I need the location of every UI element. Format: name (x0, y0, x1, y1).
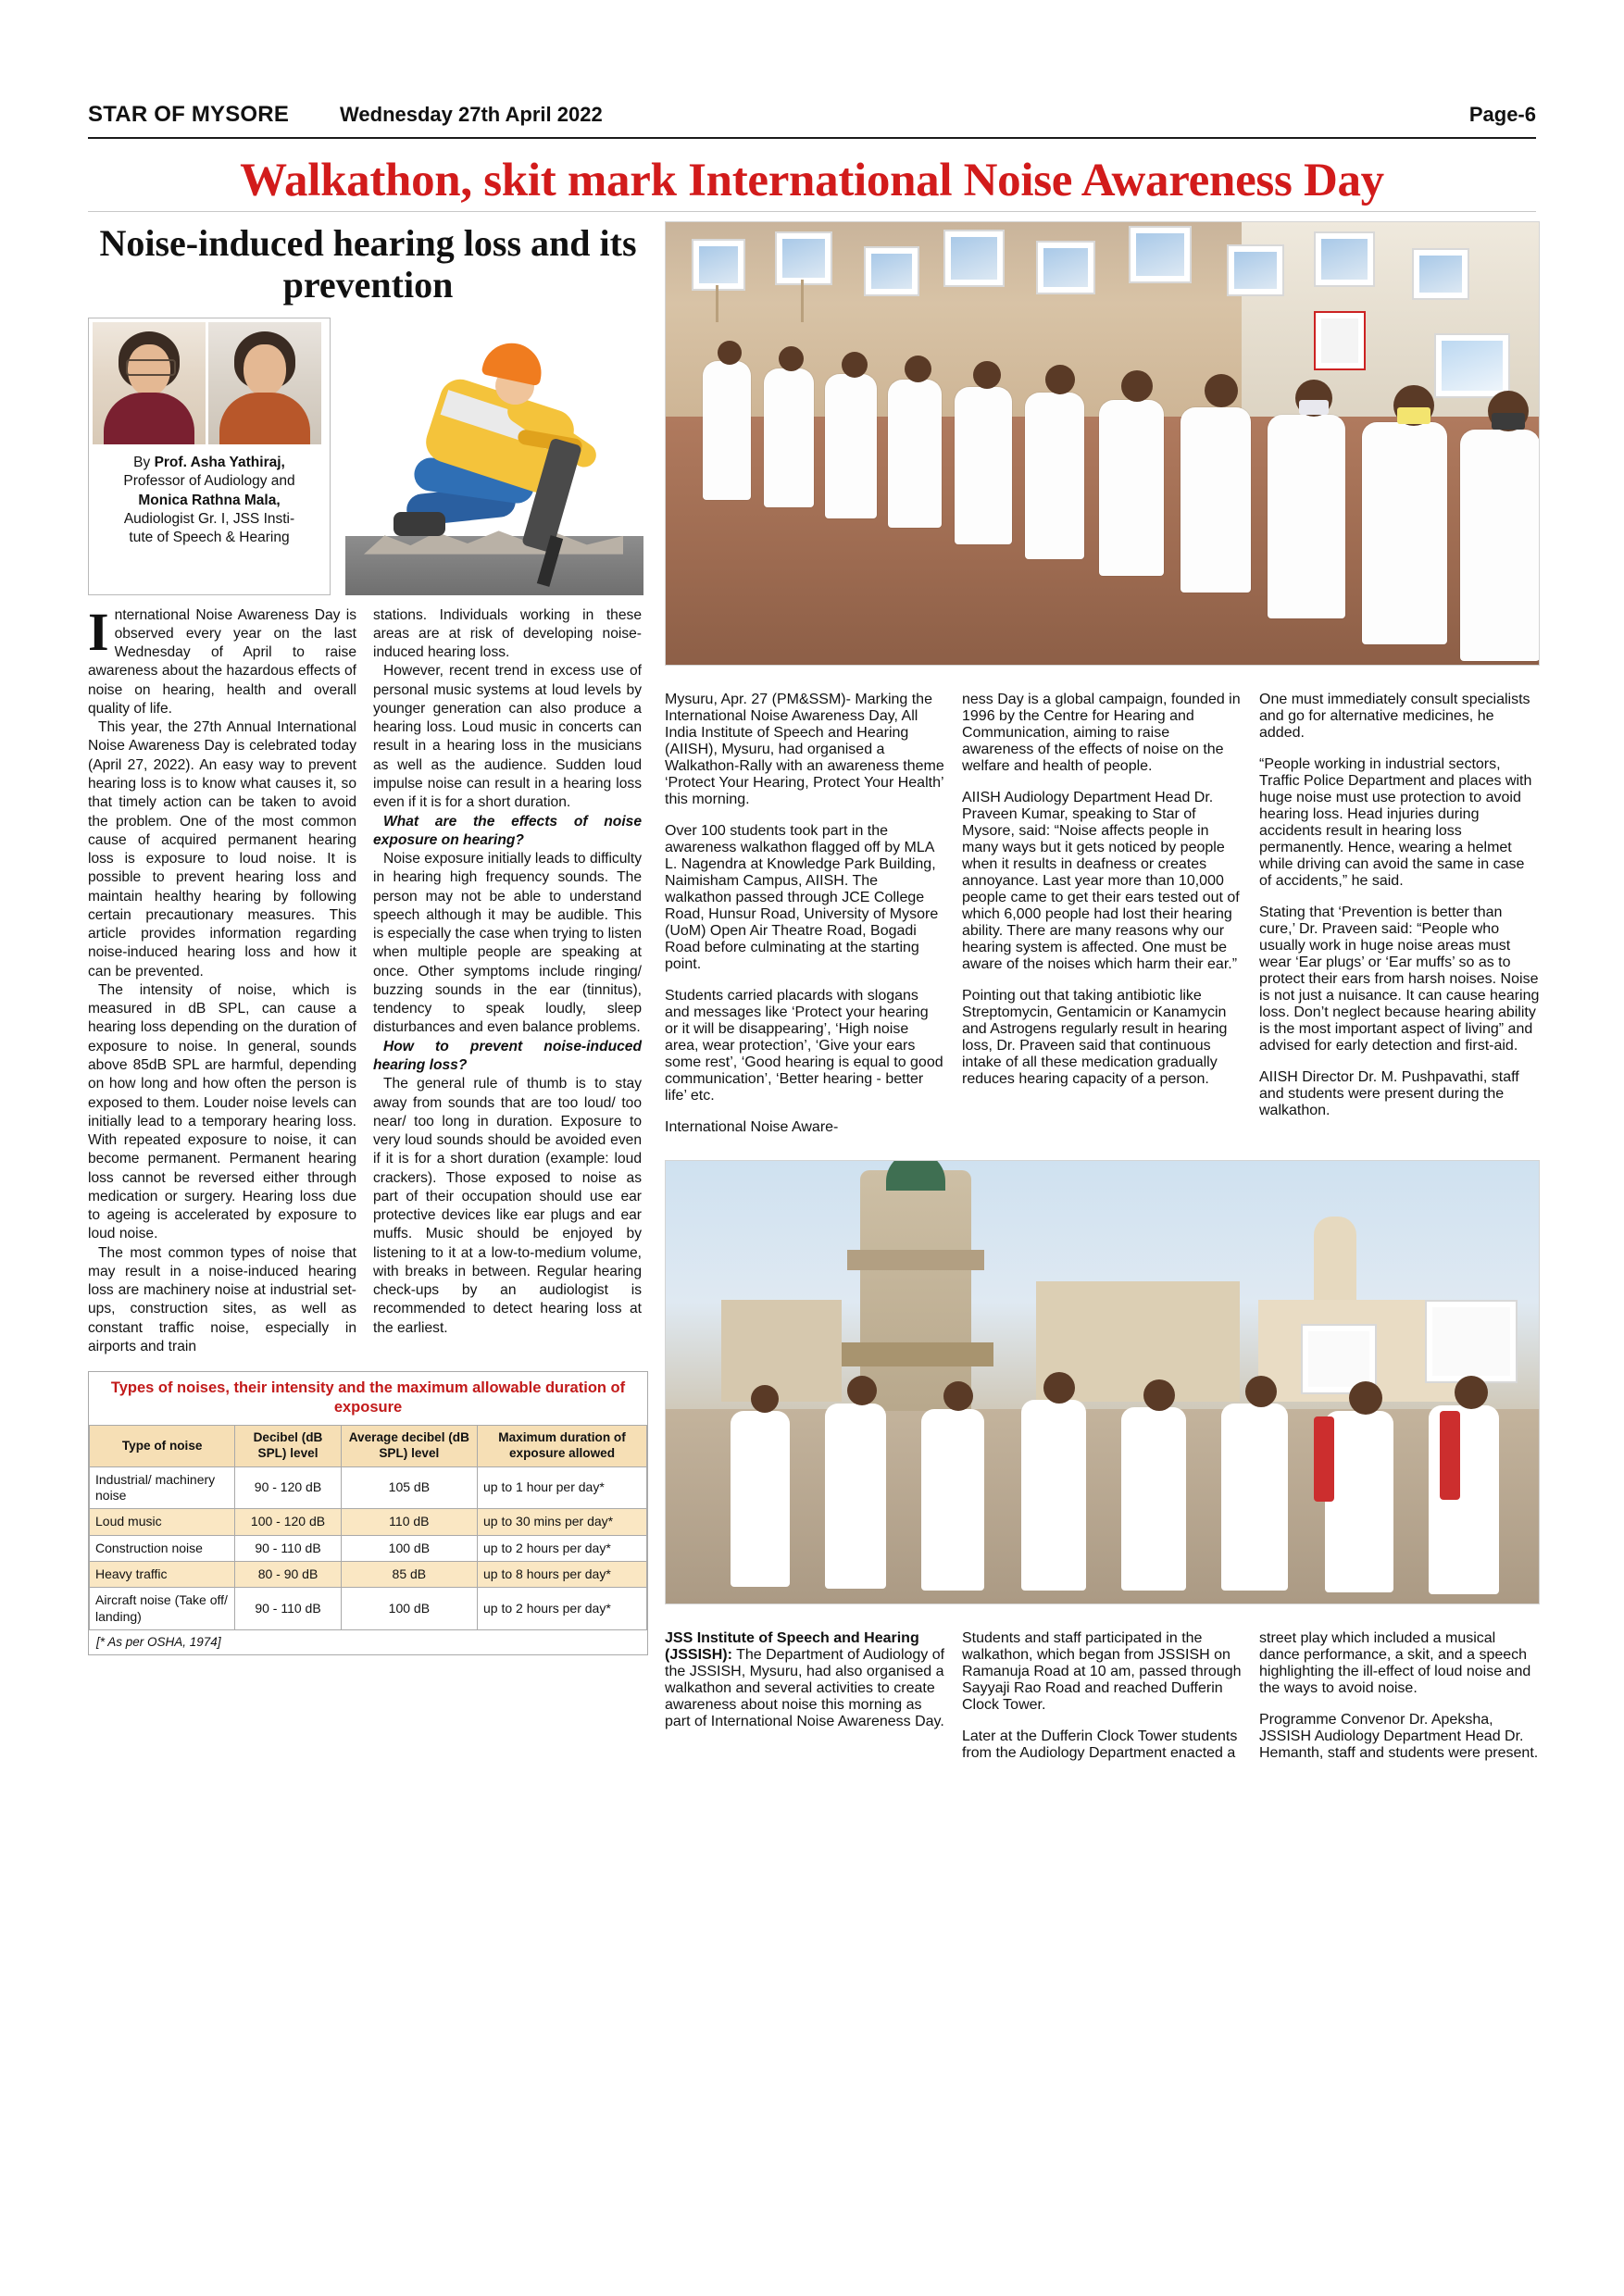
jssish-column-1 (665, 1616, 945, 1777)
rally-para: Mysuru, Apr. 27 (PM&SSM)- Marking the International Noise Awareness Day, All India Institute of Speech and Hearing (AIISH), Mysuru, had organised a Walkathon-Rally with an awareness theme ‘Protect Your Hearing, Protect Your Health’ this morning. (665, 692, 944, 807)
rally-report-columns (665, 677, 1540, 1151)
table-cell: 85 dB (341, 1562, 477, 1588)
author-photo-2 (208, 322, 321, 444)
table-row (90, 1535, 647, 1561)
table-cell: 100 - 120 dB (235, 1509, 341, 1535)
feature-column-2 (373, 606, 642, 1357)
author-prefix: By (133, 454, 155, 470)
table-row (90, 1588, 647, 1630)
jssish-column-3 (1259, 1616, 1540, 1777)
rally-para: International Noise Aware- (665, 1119, 839, 1135)
page-body (88, 221, 1540, 1777)
table-cell: 80 - 90 dB (235, 1562, 341, 1588)
jssish-lead-label: JSS Institute of Speech and Hearing (JSSISH): (665, 1630, 919, 1663)
rally-para: AIISH Director Dr. M. Pushpavathi, staff and students were present during the walkathon. (1259, 1069, 1519, 1118)
table-header-cell: Average decibel (dB SPL) level (341, 1426, 477, 1466)
crowd-of-students (666, 222, 1539, 665)
author-box (88, 318, 331, 595)
rally-para: ness Day is a global campaign, founded in 1996 by the Centre for Hearing and Communication, aiming to raise awareness of the effects of noise on the welfare and health of people. (962, 692, 1241, 774)
table-header-cell: Decibel (dB SPL) level (235, 1426, 341, 1466)
rally-column-1 (665, 677, 945, 1151)
table-cell: 110 dB (341, 1509, 477, 1535)
rally-para: Students carried placards with slogans and messages like ‘Protect your hearing or it will be disappearing’, ‘High noise area, wear protection’, ‘Give your ears some rest’, ‘Good hearing is equal to good communication’, ‘Better hearing - better life’ etc. (665, 988, 943, 1104)
author-credit (89, 448, 330, 555)
table-cell: up to 1 hour per day* (478, 1466, 647, 1509)
feature-para: International Noise Awareness Day is observed every year on the last Wednesday of April to raise awareness about the hazardous effects of noise on hearing, health and overall quality of life. (88, 601, 356, 717)
author-name-1: Prof. Asha Yathiraj, (154, 454, 285, 470)
table-cell: Aircraft noise (Take off/ landing) (90, 1588, 235, 1630)
rally-para: Pointing out that taking antibiotic like Streptomycin, Gentamicin or Kanamycin and Astrogens regularly result in hearing loss, Dr. Praveen said that continuous intake of all these medication gradually reduces hearing capacity of a person. (962, 988, 1228, 1087)
feature-para: The general rule of thumb is to stay away from sounds that are too loud/ too near/ too long in duration. Exposure to very loud sounds should be avoided even if it is for a short duration (example: loud crackers). Those exposed to noise as part of their occupation should use ear protective devices like ear plugs and ear muffs. Music should be enjoyed by listening to it at a low-to-medium volume, with breaks in between. Regular hearing check-ups by an audiologist is recommended to detect hearing loss at the earliest. (373, 1076, 642, 1336)
table-header-cell: Type of noise (90, 1426, 235, 1466)
table-row (90, 1466, 647, 1509)
walkathon-rally-photo (665, 221, 1540, 666)
author-and-illustration (88, 318, 648, 595)
rally-para: AIISH Audiology Department Head Dr. Praveen Kumar, speaking to Star of Mysore, said: “Noise affects people in many ways but it gets noticed by people when it results in deafness or creates annoyance. Last year more than 10,000 people came to get their ears tested out of which 6,000 people had lost their hearing ability. There are many reasons why our hearing system is affected. One must be aware of the noises which harm their ear.” (962, 790, 1240, 972)
author-photo-1 (93, 322, 206, 444)
feature-subheading: What are the effects of noise exposure on hearing? (373, 813, 642, 848)
clock-tower-street-play-photo (665, 1160, 1540, 1604)
masthead (88, 102, 1536, 128)
jssish-para: Programme Convenor Dr. Apeksha, JSSISH Audiology Department Head Dr. Hemanth, staff and students were present. (1259, 1712, 1539, 1761)
noise-levels-table (89, 1425, 647, 1630)
feature-para: This year, the 27th Annual International Noise Awareness Day is celebrated today (April 27, 2022). An easy way to prevent hearing loss is to know what causes it, so that timely action can be taken to avoid the problem. One of the most common cause of acquired permanent hearing loss is exposure to loud noise. It is possible to prevent hearing loss and maintain healthy hearing by following certain precautionary measures. This article provides information regarding noise-induced hearing loss and how it can be prevented. (88, 719, 356, 980)
rally-column-2 (962, 677, 1243, 1151)
left-column-zone (88, 221, 648, 1777)
feature-para: Noise exposure initially leads to difficulty in hearing high frequency sounds. The person may not be able to understand speech although it may be audible. This is especially the case when trying to listen when multiple people are speaking at once. Other symptoms include ringing/ buzzing sounds in the ear (tinnitus), tendency to speak loudly, sleep disturbances and even balance problems. (373, 851, 642, 1036)
rally-para: One must immediately consult specialists and go for alternative medicines, he added. (1259, 692, 1530, 741)
rally-para: Over 100 students took part in the awareness walkathon flagged off by MLA L. Nagendra at Knowledge Park Building, Naimisham Campus, AIISH. The walkathon passed through JCE College Road, Hunsur Road, University of Mysore (UoM) Open Air Theatre Road, Bogadi Road before culminating at the starting point. (665, 823, 939, 972)
rally-column-3 (1259, 677, 1540, 1151)
table-cell: 105 dB (341, 1466, 477, 1509)
jssish-column-2 (962, 1616, 1243, 1777)
author-role-2b: tute of Speech & Hearing (129, 530, 290, 546)
headline-divider (88, 211, 1536, 212)
table-cell: up to 2 hours per day* (478, 1535, 647, 1561)
author-role-1: Professor of Audiology and (123, 473, 295, 490)
feature-para: stations. Individuals working in these areas are at risk of developing noise-induced hearing loss. (373, 606, 642, 661)
table-header-cell: Maximum duration of exposure allowed (478, 1426, 647, 1466)
table-row (90, 1509, 647, 1535)
rally-para: Stating that ‘Prevention is better than cure,’ Dr. Praveen said: “People who usually work in huge noise areas must wear ‘Ear plugs’ or ‘Ear muffs’ so as to protect their ears from harsh noises. Noise is not just a nuisance. It can cause hearing loss. Don’t neglect because hearing ability is the most important aspect of living” and advised for early detection and first-aid. (1259, 905, 1540, 1054)
author-role-2a: Audiologist Gr. I, JSS Insti- (123, 510, 295, 527)
jssish-para (665, 1630, 945, 1730)
masthead-divider (88, 137, 1536, 139)
noise-table (88, 1371, 648, 1655)
table-cell: Heavy traffic (90, 1562, 235, 1588)
feature-para: However, recent trend in excess use of personal music systems at loud levels by younger generation can also produce a hearing loss. Loud music in concerts can result in a hearing loss in the musicians as well as the audience. Sudden loud impulse noise can result in a hearing loss even if it is for a short duration. (373, 663, 642, 811)
table-cell: up to 2 hours per day* (478, 1588, 647, 1630)
rally-para: “People working in industrial sectors, Traffic Police Department and places with huge noise must use protection to avoid hearing loss. Head injuries during accidents result in hearing loss permanently. Hence, wearing a helmet while driving can avoid the same in case of accidents,” he said. (1259, 756, 1532, 889)
table-cell: 90 - 120 dB (235, 1466, 341, 1509)
page-title: Walkathon, skit mark International Noise Awareness Day (240, 155, 1384, 206)
table-cell: Construction noise (90, 1535, 235, 1561)
article-subtitle: Noise-induced hearing loss and its prevention (99, 222, 637, 306)
table-cell: Industrial/ machinery noise (90, 1466, 235, 1509)
table-cell: 100 dB (341, 1588, 477, 1630)
author-photos (89, 318, 330, 448)
construction-worker-illustration (345, 318, 643, 595)
feature-para: The intensity of noise, which is measured in dB SPL, can cause a hearing loss depending on the duration of exposure to noise. In general, sounds above 85dB SPL are harmful, depending on how long and how often the person is exposed to them. Louder noise levels can initially lead to a temporary hearing loss. With repeated exposure to noise, it can become permanent. Permanent hearing loss cannot be reversed either through medication or surgery. Hearing loss due to ageing is accelerated by exposure to loud noise. (88, 981, 356, 1242)
table-cell: 90 - 110 dB (235, 1535, 341, 1561)
author-name-2: Monica Rathna Mala, (138, 492, 281, 508)
paper-name: STAR OF MYSORE (88, 102, 290, 127)
feature-article-columns (88, 601, 648, 1357)
table-cell: 100 dB (341, 1535, 477, 1561)
feature-column-1 (88, 601, 356, 1357)
page-number: Page-6 (1468, 103, 1536, 126)
right-column-zone (665, 221, 1540, 1777)
table-cell: 90 - 110 dB (235, 1588, 341, 1630)
jssish-para: Later at the Dufferin Clock Tower students from the Audiology Department enacted a (962, 1728, 1238, 1761)
feature-subheading: How to prevent noise-induced hearing loss? (373, 1038, 642, 1073)
table-header-row (90, 1426, 647, 1466)
table-cell: up to 30 mins per day* (478, 1509, 647, 1535)
jssish-para: Students and staff participated in the walkathon, which began from JSSISH on Ramanuja Road at 10 am, passed through Sayyaji Rao Road and reached Dufferin Clock Tower. (962, 1630, 1242, 1713)
table-row (90, 1562, 647, 1588)
table-footnote: [* As per OSHA, 1974] (96, 1635, 221, 1650)
jssish-para: street play which included a musical dance performance, a skit, and a speech highlighting the ill-effect of loud noise and the ways to avoid noise. (1259, 1630, 1531, 1696)
jssish-lead-text: The Department of Audiology of the JSSISH, Mysuru, had also organised a walkathon and several activities to create awareness about noise this morning as part of International Noise Awareness Day. (665, 1647, 945, 1729)
jssish-report-columns (665, 1616, 1540, 1777)
table-cell: up to 8 hours per day* (478, 1562, 647, 1588)
table-cell: Loud music (90, 1509, 235, 1535)
table-title: Types of noises, their intensity and the maximum allowable duration of exposure (110, 1379, 626, 1416)
feature-para: The most common types of noise that may result in a noise-induced hearing loss are machinery noise at industrial set-ups, construction sites, as well as constant traffic noise, especially in airports and train (88, 1244, 356, 1354)
issue-date: Wednesday 27th April 2022 (340, 103, 603, 126)
